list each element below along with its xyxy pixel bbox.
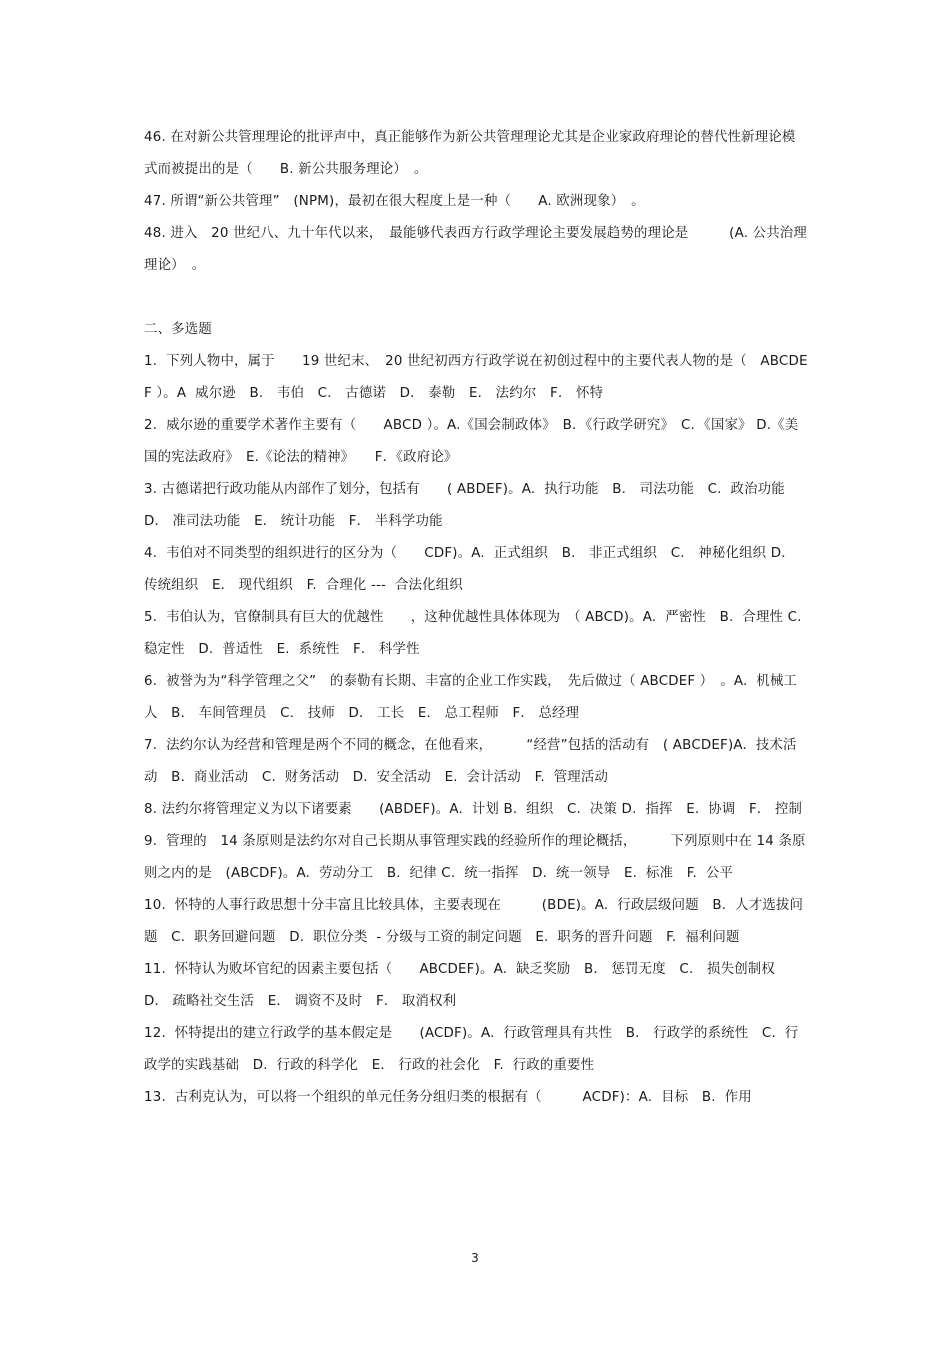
mc-question-8: 8. 法约尔将管理定义为以下诸要素 (ABDEF)。A. 计划 B. 组织 C. 决策 D. 指挥 E. 协调 F． 控制 <box>144 802 803 817</box>
mc-question-10: 10. 怀特的人事行政思想十分丰富且比较具体，主要表现在 (BDE)。A. 行政层级问题 B. 人才选拔问题 C. 职务回避问题 D. 职位分类 - 分级与工资的制定问题 E. 职务的晋升问题 F. 福利问题 <box>144 898 804 945</box>
mc-question-6: 6. 被誉为为“科学管理之父” 的泰勒有长期、丰富的企业工作实践， 先后做过（ ABCDEF ） 。A. 机械工人 B． 车间管理员 C． 技师 D． 工长 E． 总工程师 F． 总经理 <box>144 674 798 721</box>
mc-question-11: 11. 怀特认为败坏官纪的因素主要包括（ ABCDEF)。A. 缺乏奖励 B． 惩罚无度 C． 损失创制权 D． 疏略社交生活 E． 调资不及时 F． 取消权利 <box>144 962 789 1009</box>
section-title-multiple-choice: 二、多选题 <box>144 322 212 337</box>
mc-question-3: 3. 古德诺把行政功能从内部作了划分，包括有 ( ABDEF)。A. 执行功能 B． 司法功能 C. 政治功能 D． 准司法功能 E． 统计功能 F． 半科学功能 <box>144 482 799 529</box>
question-46: 46. 在对新公共管理理论的批评声中，真正能够作为新公共管理理论尤其是企业家政府理论的替代性新理论模式而被提出的是（ B. 新公共服务理论） 。 <box>144 130 796 177</box>
mc-question-7: 7. 法约尔认为经营和管理是两个不同的概念，在他看来， “经营”包括的活动有 ( ABCDEF)A. 技术活动 B. 商业活动 C. 财务活动 D. 安全活动 E. 会计活动 F. 管理活动 <box>144 738 797 785</box>
mc-question-9: 9. 管理的 14 条原则是法约尔对自己长期从事管理实践的经验所作的理论概括， 下列原则中在 14 条原则之内的是 (ABCDF)。A. 劳动分工 B. 纪律 C. 统一指挥 D. 统一领导 E. 标准 F. 公平 <box>144 834 806 881</box>
mc-question-5: 5. 韦伯认为，官僚制具有巨大的优越性 ，这种优越性具体体现为 （ ABCD)。A. 严密性 B. 合理性 C. 稳定性 D. 普适性 E. 系统性 F． 科学性 <box>144 610 811 657</box>
document-body <box>144 122 809 1114</box>
question-48: 48. 进入 20 世纪八、九十年代以来， 最能够代表西方行政学理论主要发展趋势的理论是 (A. 公共治理理论） 。 <box>144 226 807 273</box>
mc-question-13: 13. 古利克认为，可以将一个组织的单元任务分组归类的根据有（ ACDF)：A. 目标 B. 作用 <box>144 1090 752 1105</box>
page-number: 3 <box>471 1251 479 1265</box>
mc-question-2: 2. 威尔逊的重要学术著作主要有（ ABCD ）。A.《国会制政体》 B．《行政学研究》 C．《国家》 D.《美国的宪法政府》 E.《论法的精神》 F．《政府论》 <box>144 418 799 465</box>
mc-question-1: 1. 下列人物中，属于 19 世纪末、 20 世纪初西方行政学说在初创过程中的主要代表人物的是（ ABCDEF ）。A 威尔逊 B． 韦伯 C． 古德诺 D． 泰勒 E． 法约尔 F． 怀特 <box>144 354 808 401</box>
question-47: 47. 所谓“新公共管理” (NPM)，最初在很大程度上是一种（ A. 欧洲现象） 。 <box>144 194 645 209</box>
mc-question-4: 4. 韦伯对不同类型的组织进行的区分为（ CDF)。A. 正式组织 B． 非正式组织 C． 神秘化组织 D． 传统组织 E． 现代组织 F. 合理化 --- 合法化组织 <box>144 546 800 593</box>
mc-question-12: 12. 怀特提出的建立行政学的基本假定是 (ACDF)。A. 行政管理具有共性 B． 行政学的系统性 C. 行政学的实践基础 D. 行政的科学化 E． 行政的社会化 F. 行政的重要性 <box>144 1026 799 1073</box>
